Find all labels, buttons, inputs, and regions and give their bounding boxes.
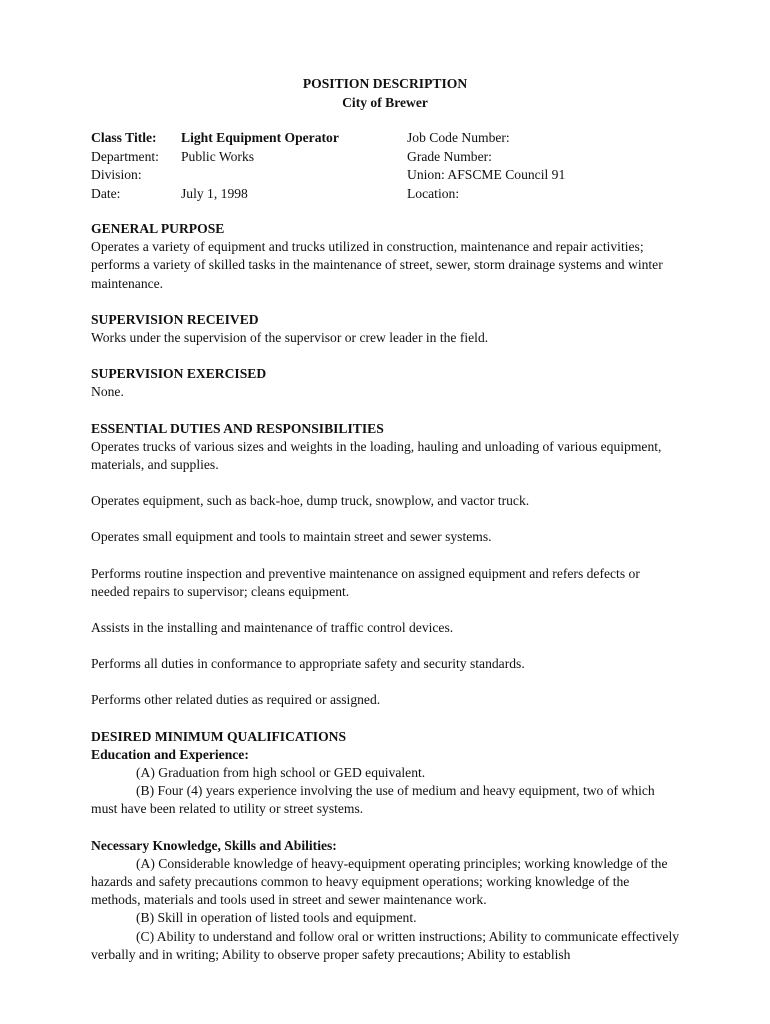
supervision-received-heading: SUPERVISION RECEIVED <box>91 311 259 327</box>
supervision-exercised-section <box>91 365 681 401</box>
division-label: Division: <box>91 167 142 182</box>
duty-item: Operates equipment, such as back-hoe, dump truck, snowplow, and vactor truck. <box>91 493 530 509</box>
ksa-item: (B) Skill in operation of listed tools and equipment. <box>136 910 417 926</box>
grade-label: Grade Number: <box>407 148 492 164</box>
supervision-exercised-heading: SUPERVISION EXERCISED <box>91 366 267 382</box>
essential-duties-heading: ESSENTIAL DUTIES AND RESPONSIBILITIES <box>91 420 384 436</box>
qualifications-heading: DESIRED MINIMUM QUALIFICATIONS <box>91 728 347 744</box>
duty-item: Performs other related duties as required or assigned. <box>91 692 381 708</box>
meta-row-department <box>91 148 681 167</box>
ksa-item: (C) Ability to understand and follow oral or written instructions; Ability to communicate effectively verbally and in writing; Ability to observe proper safety precautions; Ability to establish <box>91 928 680 962</box>
education-item: (B) Four (4) years experience involving the use of medium and heavy equipment, two of which must have been related to utility or street systems. <box>91 783 655 817</box>
general-purpose-text: Operates a variety of equipment and trucks utilized in construction, maintenance and repair activities; performs a variety of skilled tasks in the maintenance of street, sewer, storm drainage systems and winter maintenance. <box>91 239 663 291</box>
meta-row-date <box>91 185 681 204</box>
duty-item: Performs all duties in conformance to appropriate safety and security standards. <box>91 656 525 672</box>
union-label: Union: AFSCME Council 91 <box>407 167 566 182</box>
duty-item: Operates small equipment and tools to maintain street and sewer systems. <box>91 529 492 545</box>
job-code-label: Job Code Number: <box>407 130 510 145</box>
position-meta <box>91 129 681 203</box>
supervision-received-text: Works under the supervision of the supervisor or crew leader in the field. <box>91 330 489 346</box>
duty-item: Assists in the installing and maintenance of traffic control devices. <box>91 620 454 636</box>
meta-row-class-title <box>91 129 681 148</box>
document-title-block <box>89 75 681 112</box>
meta-row-division <box>91 166 681 185</box>
education-item: (A) Graduation from high school or GED equivalent. <box>136 765 426 781</box>
class-title-label: Class Title: <box>91 130 157 145</box>
ksa-item: (A) Considerable knowledge of heavy-equipment operating principles; working knowledge of the hazards and safety precautions common to heavy equipment operations; working knowledge of the methods, materials and tools used in street and sewer maintenance work. <box>91 855 668 908</box>
duty-item: Operates trucks of various sizes and weights in the loading, hauling and unloading of various equipment, materials, and supplies. <box>91 438 662 473</box>
general-purpose-heading: GENERAL PURPOSE <box>91 221 225 236</box>
essential-duties-section <box>91 420 681 710</box>
supervision-received-section <box>91 311 681 347</box>
document-title: POSITION DESCRIPTION <box>302 76 468 91</box>
date-value: July 1, 1998 <box>181 185 248 201</box>
duty-item: Performs routine inspection and preventive maintenance on assigned equipment and refers defects or needed repairs to supervisor; cleans equipment. <box>91 565 640 599</box>
class-title-value: Light Equipment Operator <box>181 130 339 145</box>
date-label: Date: <box>91 185 121 201</box>
ksa-heading: Necessary Knowledge, Skills and Abilities: <box>91 837 337 853</box>
qualifications-section <box>91 728 681 964</box>
organization-name: City of Brewer <box>342 94 428 110</box>
location-label: Location: <box>407 185 460 201</box>
supervision-exercised-text: None. <box>91 384 124 400</box>
ksa-block <box>91 837 681 964</box>
department-value: Public Works <box>181 148 255 164</box>
education-heading: Education and Experience: <box>91 746 249 762</box>
document-page <box>91 75 681 964</box>
general-purpose-section <box>91 220 681 293</box>
department-label: Department: <box>91 148 159 164</box>
